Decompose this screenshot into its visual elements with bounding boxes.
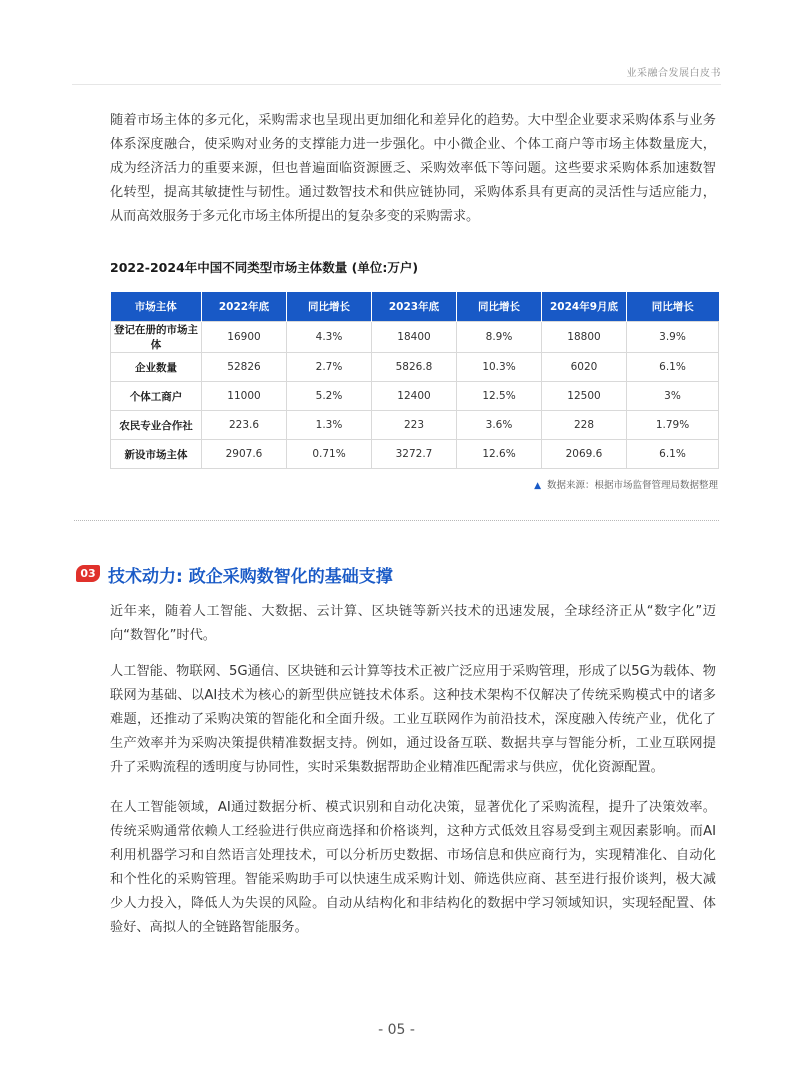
table-cell: 11000: [202, 382, 287, 411]
body-paragraph: 人工智能、物联网、5G通信、区块链和云计算等技术正被广泛应用于采购管理，形成了以5G为载体、物联网为基础、以AI技术为核心的新型供应链技术体系。这种技术架构不仅解决了传统采购模式中的诸多难题，还推动了采购决策的智能化和全面升级。工业互联网作为前沿技术，深度融入传统产业，优化了生产效率并为采购决策提供精准数据支持。例如，通过设备互联、数据共享与智能分析，工业互联网提升了采购流程的透明度与协同性，实时采集数据帮助企业精准匹配需求与供应，优化资源配置。: [110, 664, 716, 775]
table-cell: 223.6: [202, 411, 287, 440]
table-row: [111, 322, 719, 353]
section-title: 技术动力: 政企采购数智化的基础支撑: [108, 567, 393, 587]
table-cell: 2907.6: [202, 440, 287, 469]
body-paragraph: 在人工智能领域，AI通过数据分析、模式识别和自动化决策，显著优化了采购流程，提升了决策效率。传统采购通常依赖人工经验进行供应商选择和价格谈判，这种方式低效且容易受到主观因素影响。而AI利用机器学习和自然语言处理技术，可以分析历史数据、市场信息和供应商行为，实现精准化、自动化和个性化的采购管理。智能采购助手可以快速生成采购计划、筛选供应商、甚至进行报价谈判，极大减少人力投入，降低人为失误的风险。自动从结构化和非结构化的数据中学习领域知识，实现轻配置、体验好、高拟人的全链路智能服务。: [110, 800, 716, 935]
table-cell: 16900: [202, 322, 287, 353]
table-cell: 5826.8: [372, 353, 457, 382]
column-header: 2023年底: [372, 292, 457, 322]
intro-paragraph: 随着市场主体的多元化，采购需求也呈现出更加细化和差异化的趋势。大中型企业要求采购体系与业务体系深度融合，使采购对业务的支撑能力进一步强化。中小微企业、个体工商户等市场主体数量庞大，成为经济活力的重要来源，但也普遍面临资源匮乏、采购效率低下等问题。这些要求采购体系加速数智化转型，提高其敏捷性与韧性。通过数智技术和供应链协同，采购体系具有更高的灵活性与适应能力，从而高效服务于多元化市场主体所提出的复杂多变的采购需求。: [110, 113, 716, 224]
header-divider: [72, 84, 721, 85]
table-cell: 3272.7: [372, 440, 457, 469]
table-cell: 8.9%: [457, 322, 542, 353]
section-divider: [74, 520, 719, 521]
market-entity-table: [110, 292, 719, 469]
table-cell: 12400: [372, 382, 457, 411]
table-cell: 3.9%: [627, 322, 719, 353]
column-header: 同比增长: [457, 292, 542, 322]
table-cell: 12.5%: [457, 382, 542, 411]
table-cell: 12500: [542, 382, 627, 411]
table-row: [111, 440, 719, 469]
table-cell: 52826: [202, 353, 287, 382]
table-cell: 18800: [542, 322, 627, 353]
table-cell: 228: [542, 411, 627, 440]
table-cell: 12.6%: [457, 440, 542, 469]
column-header: 同比增长: [627, 292, 719, 322]
table-row: [111, 411, 719, 440]
table-cell: 6.1%: [627, 440, 719, 469]
table-cell: 10.3%: [457, 353, 542, 382]
column-header: 2022年底: [202, 292, 287, 322]
table-header-row: [111, 292, 719, 322]
column-header: 同比增长: [287, 292, 372, 322]
table-cell: 18400: [372, 322, 457, 353]
page-number: - 05 -: [378, 1022, 415, 1038]
source-text: 数据来源：根据市场监督管理局数据整理: [546, 480, 718, 491]
section-number-badge: 03: [76, 565, 100, 582]
row-label: 个体工商户: [111, 382, 202, 411]
document-header-title: 业采融合发展白皮书: [626, 68, 721, 79]
table-cell: 4.3%: [287, 322, 372, 353]
row-label: 新设市场主体: [111, 440, 202, 469]
table-cell: 2069.6: [542, 440, 627, 469]
table-title: 2022-2024年中国不同类型市场主体数量 (单位:万户): [110, 260, 419, 275]
table-row: [111, 353, 719, 382]
table-cell: 0.71%: [287, 440, 372, 469]
table-cell: 3.6%: [457, 411, 542, 440]
table-source-note: [534, 477, 718, 491]
table-cell: 1.79%: [627, 411, 719, 440]
triangle-up-icon: ▲: [534, 481, 541, 491]
column-header: 2024年9月底: [542, 292, 627, 322]
row-label: 登记在册的市场主体: [111, 322, 202, 353]
row-label: 农民专业合作社: [111, 411, 202, 440]
table-row: [111, 382, 719, 411]
body-paragraph: 近年来，随着人工智能、大数据、云计算、区块链等新兴技术的迅速发展，全球经济正从“数字化”迈向“数智化”时代。: [110, 604, 716, 643]
table-cell: 6020: [542, 353, 627, 382]
table-cell: 1.3%: [287, 411, 372, 440]
table-cell: 223: [372, 411, 457, 440]
table-cell: 2.7%: [287, 353, 372, 382]
column-header: 市场主体: [111, 292, 202, 322]
table-cell: 6.1%: [627, 353, 719, 382]
row-label: 企业数量: [111, 353, 202, 382]
table-cell: 3%: [627, 382, 719, 411]
table-cell: 5.2%: [287, 382, 372, 411]
